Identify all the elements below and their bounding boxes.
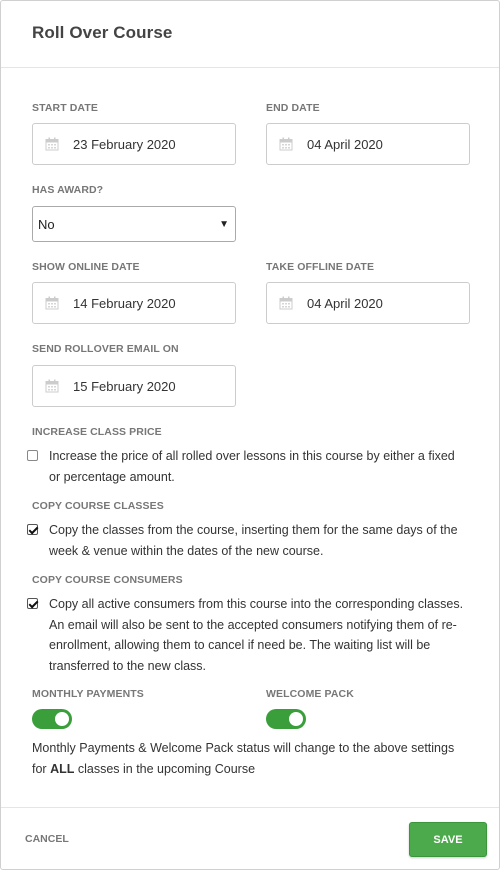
has-award-value: No bbox=[38, 216, 55, 232]
increase-class-price-text: Increase the price of all rolled over lessons in this course by either a fixed or percentage amount. bbox=[49, 449, 455, 484]
copy-course-classes-text: Copy the classes from the course, inserting them for the same days of the week & venue within the dates of the new course. bbox=[49, 523, 458, 558]
copy-course-consumers-label: COPY COURSE CONSUMERS bbox=[32, 574, 183, 586]
copy-course-classes-row bbox=[27, 520, 477, 561]
show-online-date-value: 14 February 2020 bbox=[73, 295, 176, 311]
calendar-icon bbox=[279, 296, 293, 310]
note-text-end: classes in the upcoming Course bbox=[74, 761, 256, 776]
show-online-date-input[interactable] bbox=[32, 282, 236, 324]
increase-class-price-checkbox[interactable] bbox=[27, 450, 38, 461]
start-date-label: START DATE bbox=[32, 102, 98, 114]
start-date-value: 23 February 2020 bbox=[73, 136, 176, 152]
copy-course-consumers-text: Copy all active consumers from this course into the corresponding classes. An email will also be sent to the accepted consumers notifying them of re-enrollment, allowing them to cancel if need be. The waiting list will be transferred to the new class. bbox=[49, 597, 464, 673]
start-date-input[interactable] bbox=[32, 123, 236, 165]
note-text-bold: ALL bbox=[50, 761, 75, 776]
end-date-input[interactable] bbox=[266, 123, 470, 165]
copy-course-consumers-checkbox[interactable] bbox=[27, 598, 38, 609]
note-text-start: Monthly Payments & Welcome Pack status will change to the above settings for bbox=[32, 741, 455, 776]
monthly-payments-label: MONTHLY PAYMENTS bbox=[32, 688, 144, 700]
copy-course-classes-checkbox[interactable] bbox=[27, 524, 38, 535]
end-date-value: 04 April 2020 bbox=[307, 136, 383, 152]
dialog-header bbox=[1, 1, 499, 68]
has-award-label: HAS AWARD? bbox=[32, 184, 104, 196]
send-rollover-email-input[interactable] bbox=[32, 365, 236, 407]
take-offline-date-input[interactable] bbox=[266, 282, 470, 324]
take-offline-date-value: 04 April 2020 bbox=[307, 295, 383, 311]
toggle-knob bbox=[55, 712, 69, 726]
welcome-pack-toggle[interactable] bbox=[266, 709, 306, 729]
calendar-icon bbox=[45, 296, 59, 310]
toggle-knob bbox=[289, 712, 303, 726]
save-button[interactable]: SAVE bbox=[409, 822, 487, 857]
monthly-payments-toggle[interactable] bbox=[32, 709, 72, 729]
calendar-icon bbox=[279, 137, 293, 151]
dialog-title: Roll Over Course bbox=[32, 23, 173, 42]
increase-class-price-label: INCREASE CLASS PRICE bbox=[32, 426, 162, 438]
has-award-select[interactable] bbox=[32, 206, 236, 242]
copy-course-consumers-row bbox=[27, 594, 477, 676]
calendar-icon bbox=[45, 379, 59, 393]
status-change-note bbox=[32, 738, 472, 779]
cancel-button[interactable]: CANCEL bbox=[25, 833, 69, 845]
send-rollover-email-value: 15 February 2020 bbox=[73, 378, 176, 394]
take-offline-date-label: TAKE OFFLINE DATE bbox=[266, 261, 375, 273]
increase-class-price-row bbox=[27, 446, 477, 487]
caret-down-icon: ▼ bbox=[219, 218, 229, 230]
copy-course-classes-label: COPY COURSE CLASSES bbox=[32, 500, 164, 512]
calendar-icon bbox=[45, 137, 59, 151]
end-date-label: END DATE bbox=[266, 102, 320, 114]
dialog-footer bbox=[1, 807, 499, 869]
show-online-date-label: SHOW ONLINE DATE bbox=[32, 261, 140, 273]
welcome-pack-label: WELCOME PACK bbox=[266, 688, 354, 700]
send-rollover-email-label: SEND ROLLOVER EMAIL ON bbox=[32, 343, 179, 355]
